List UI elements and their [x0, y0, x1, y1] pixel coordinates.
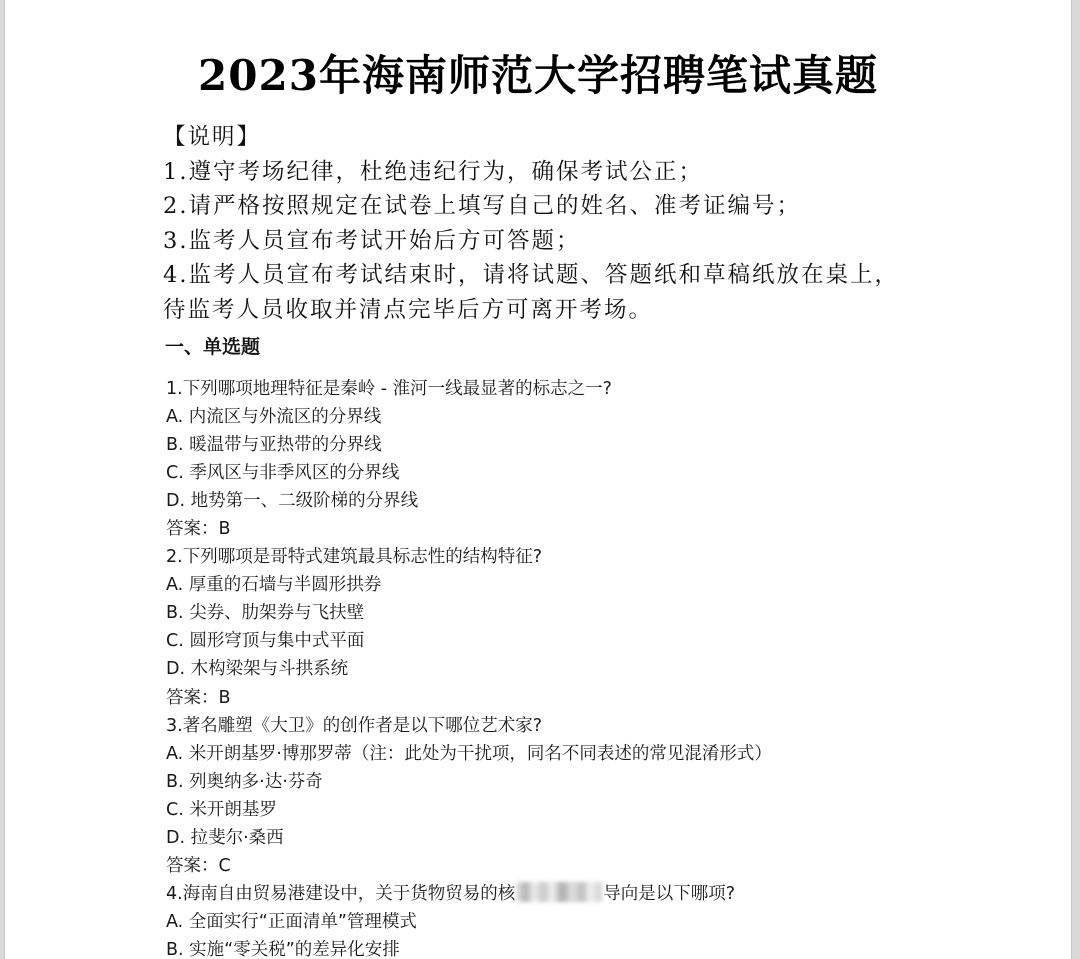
question-stem-end: 导向是以下哪项?	[603, 883, 735, 904]
question-option: B. 实施“零关税”的差异化安排	[166, 939, 400, 959]
question-stem: 1.下列哪项地理特征是秦岭 - 淮河一线最显著的标志之一?	[166, 379, 612, 399]
question-stem-start: 4.海南自由贸易港建设中，关于货物贸易的核	[166, 883, 516, 904]
question-option: A. 厚重的石墙与半圆形拱券	[166, 575, 382, 596]
question-answer: 答案：B	[166, 687, 231, 708]
question-list	[166, 375, 1066, 959]
question-answer: 答案：C	[166, 855, 231, 876]
question-option: B. 尖券、肋架券与飞扶壁	[166, 603, 365, 624]
instruction-item-continuation: 待监考人员收取并清点完毕后方可离开考场。	[163, 296, 654, 323]
question-option: C. 圆形穹顶与集中式平面	[166, 631, 365, 652]
blurred-redaction	[516, 882, 602, 902]
question-option: B. 列奥纳多·达·芬奇	[166, 771, 323, 792]
question-option: D. 地势第一、二级阶梯的分界线	[166, 491, 419, 512]
question-option: A. 内流区与外流区的分界线	[166, 407, 382, 428]
question-option: D. 木构梁架与斗拱系统	[166, 659, 349, 680]
instruction-item: 4.监考人员宣布考试结束时，请将试题、答题纸和草稿纸放在桌上，	[163, 262, 899, 288]
question-stem	[166, 880, 1066, 908]
question-option: A. 米开朗基罗·博那罗蒂（注：此处为干扰项，同名不同表述的常见混淆形式）	[166, 743, 772, 764]
question-stem: 3.著名雕塑《大卫》的创作者是以下哪位艺术家?	[166, 715, 542, 736]
question-option: D. 拉斐尔·桑西	[166, 827, 284, 848]
instruction-item: 2.请严格按照规定在试卷上填写自己的姓名、准考证编号；	[163, 193, 801, 219]
instruction-item: 1.遵守考场纪律，杜绝违纪行为，确保考试公正；	[163, 158, 703, 185]
document-title: 2023年海南师范大学招聘笔试真题	[198, 51, 878, 100]
question-option: C. 季风区与非季风区的分界线	[166, 463, 400, 484]
document-page	[4, 0, 1072, 959]
instruction-item: 3.监考人员宣布考试开始后方可答题；	[163, 227, 581, 254]
instructions-block	[163, 120, 1043, 327]
question-stem: 2.下列哪项是哥特式建筑最具标志性的结构特征?	[166, 547, 542, 568]
question-answer: 答案：B	[166, 519, 231, 540]
question-option: B. 暖温带与亚热带的分界线	[166, 435, 382, 456]
question-option: C. 米开朗基罗	[166, 799, 277, 820]
section-heading: 一、单选题	[165, 336, 261, 358]
instructions-heading: 【说明】	[163, 124, 262, 150]
question-option: A. 全面实行“正面清单”管理模式	[166, 911, 417, 932]
